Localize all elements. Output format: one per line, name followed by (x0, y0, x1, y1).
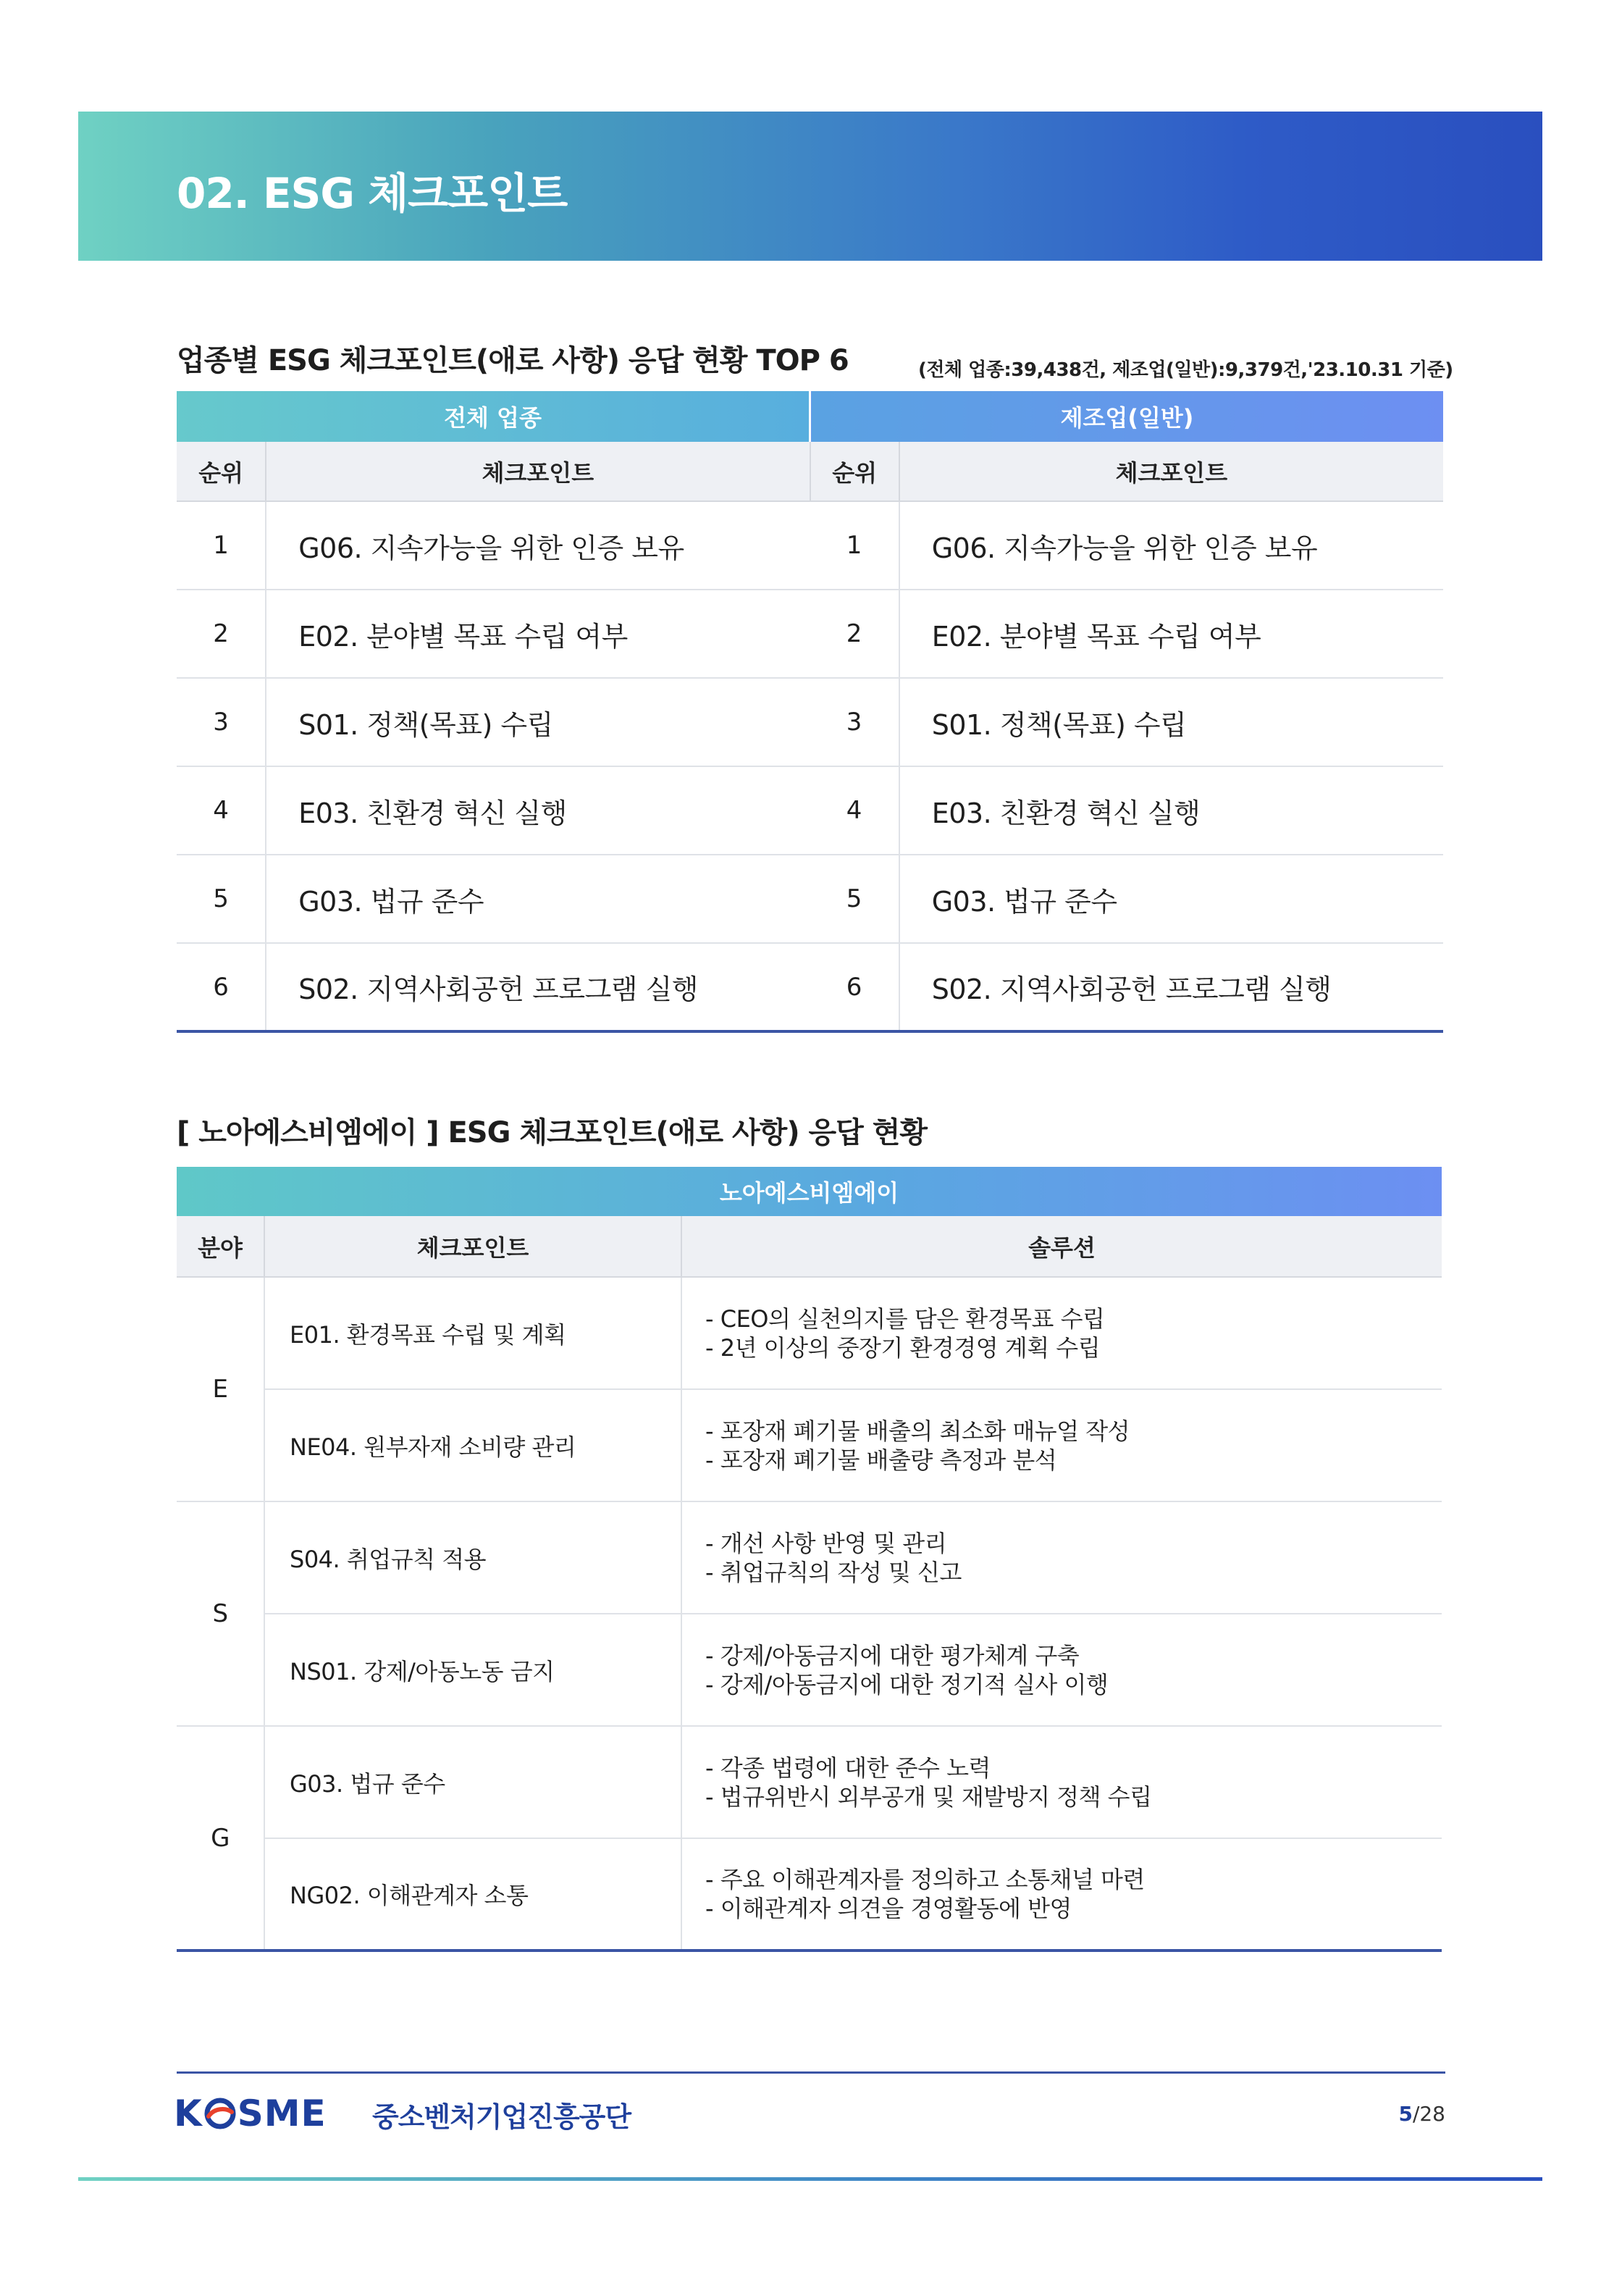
solution-line: - 포장재 폐기물 배출량 측정과 분석 (705, 1446, 1057, 1474)
table-row (177, 501, 1443, 590)
solution-cell (681, 1501, 1442, 1614)
section2-title: [ 노아에스비엠에이 ] ESG 체크포인트(애로 사항) 응답 현황 (177, 1116, 928, 1149)
checkpoint-cell: NE04. 원부자재 소비량 관리 (264, 1389, 681, 1501)
table-row (177, 1501, 1442, 1614)
checkpoint-cell: S04. 취업규칙 적용 (264, 1501, 681, 1614)
checkpoint-cell: G03. 법규 준수 (266, 855, 810, 943)
checkpoint-cell: G06. 지속가능을 위한 인증 보유 (266, 501, 810, 590)
section1-note: (전체 업종:39,438건, 제조업(일반):9,379건,'23.10.31 기준) (918, 359, 1453, 381)
rank-cell: 6 (810, 943, 899, 1031)
kosme-logo (174, 2092, 327, 2135)
table-row (177, 766, 1443, 855)
rank-cell: 2 (810, 590, 899, 678)
logo-wordmark (174, 2092, 327, 2134)
table-row (177, 1614, 1442, 1726)
section1-title: 업종별 ESG 체크포인트(애로 사항) 응답 현황 TOP 6 (177, 344, 849, 377)
rank-cell: 3 (177, 678, 266, 766)
solution-line: - 포장재 폐기물 배출의 최소화 매뉴얼 작성 (705, 1417, 1130, 1445)
solution-line: - 각종 법령에 대한 준수 노력 (705, 1754, 991, 1782)
column-header-area: 분야 (177, 1216, 264, 1277)
logo-swirl-icon (204, 2098, 236, 2129)
rank-cell: 5 (177, 855, 266, 943)
logo-letters-sme: SME (237, 2092, 327, 2134)
table-row (177, 590, 1443, 678)
checkpoint-cell: NG02. 이해관계자 소통 (264, 1838, 681, 1951)
column-header-solution: 솔루션 (681, 1216, 1442, 1277)
solution-cell (681, 1277, 1442, 1389)
group-header-company: 노아에스비엠에이 (177, 1167, 1442, 1216)
rank-cell: 1 (177, 501, 266, 590)
page-title: 02. ESG 체크포인트 (177, 169, 568, 218)
group-header-manufacturing: 제조업(일반) (810, 391, 1444, 442)
rank-cell: 2 (177, 590, 266, 678)
rank-cell: 1 (810, 501, 899, 590)
page-total: /28 (1412, 2102, 1445, 2126)
checkpoint-cell: E01. 환경목표 수립 및 계획 (264, 1277, 681, 1389)
checkpoint-cell: E02. 분야별 목표 수립 여부 (266, 590, 810, 678)
logo-letter-k: K (174, 2092, 203, 2134)
page-number (1398, 2102, 1445, 2126)
column-header-rank: 순위 (177, 442, 266, 501)
bottom-accent-bar (78, 2177, 1542, 2181)
column-header-checkpoint: 체크포인트 (899, 442, 1443, 501)
area-cell-s: S (177, 1501, 264, 1726)
header-banner (78, 112, 1542, 261)
checkpoint-cell: NS01. 강제/아동노동 금지 (264, 1614, 681, 1726)
checkpoint-cell: G03. 법규 준수 (264, 1726, 681, 1838)
footer-divider (177, 2071, 1445, 2074)
solution-cell (681, 1614, 1442, 1726)
column-header-checkpoint: 체크포인트 (264, 1216, 681, 1277)
solution-cell (681, 1838, 1442, 1951)
checkpoint-cell: S01. 정책(목표) 수립 (266, 678, 810, 766)
rank-cell: 4 (810, 766, 899, 855)
solution-line: - 법규위반시 외부공개 및 재발방지 정책 수립 (705, 1782, 1152, 1811)
rank-cell: 5 (810, 855, 899, 943)
solution-line: - 주요 이해관계자를 정의하고 소통채널 마련 (705, 1866, 1145, 1893)
page-current: 5 (1398, 2102, 1413, 2126)
checkpoint-cell: S02. 지역사회공헌 프로그램 실행 (899, 943, 1443, 1031)
company-checkpoint-table (177, 1167, 1442, 1952)
column-header-checkpoint: 체크포인트 (266, 442, 810, 501)
solution-cell (681, 1389, 1442, 1501)
solution-line: - 2년 이상의 중장기 환경경영 계획 수립 (705, 1333, 1101, 1362)
checkpoint-cell: E03. 친환경 혁신 실행 (266, 766, 810, 855)
organization-name: 중소벤처기업진흥공단 (372, 2101, 631, 2133)
table-row (177, 1389, 1442, 1501)
checkpoint-cell: E03. 친환경 혁신 실행 (899, 766, 1443, 855)
table-row (177, 1277, 1442, 1389)
area-cell-e: E (177, 1277, 264, 1501)
table-row (177, 1838, 1442, 1951)
checkpoint-cell: G03. 법규 준수 (899, 855, 1443, 943)
column-header-rank: 순위 (810, 442, 899, 501)
solution-line: - 강제/아동금지에 대한 정기적 실사 이행 (705, 1670, 1109, 1698)
table-row (177, 678, 1443, 766)
solution-line: - 취업규칙의 작성 및 신고 (705, 1558, 962, 1586)
checkpoint-cell: S01. 정책(목표) 수립 (899, 678, 1443, 766)
area-cell-g: G (177, 1726, 264, 1951)
table-row (177, 855, 1443, 943)
table-row (177, 943, 1443, 1031)
checkpoint-cell: S02. 지역사회공헌 프로그램 실행 (266, 943, 810, 1031)
solution-line: - CEO의 실천의지를 담은 환경목표 수립 (705, 1304, 1105, 1333)
rank-cell: 3 (810, 678, 899, 766)
solution-line: - 강제/아동금지에 대한 평가체계 구축 (705, 1641, 1080, 1669)
solution-line: - 이해관계자 의견을 경영활동에 반영 (705, 1895, 1072, 1922)
group-header-all-industries: 전체 업종 (177, 391, 810, 442)
top6-table (177, 391, 1443, 1033)
table-row (177, 1726, 1442, 1838)
solution-line: - 개선 사항 반영 및 관리 (705, 1529, 947, 1557)
checkpoint-cell: G06. 지속가능을 위한 인증 보유 (899, 501, 1443, 590)
solution-cell (681, 1726, 1442, 1838)
checkpoint-cell: E02. 분야별 목표 수립 여부 (899, 590, 1443, 678)
rank-cell: 4 (177, 766, 266, 855)
rank-cell: 6 (177, 943, 266, 1031)
